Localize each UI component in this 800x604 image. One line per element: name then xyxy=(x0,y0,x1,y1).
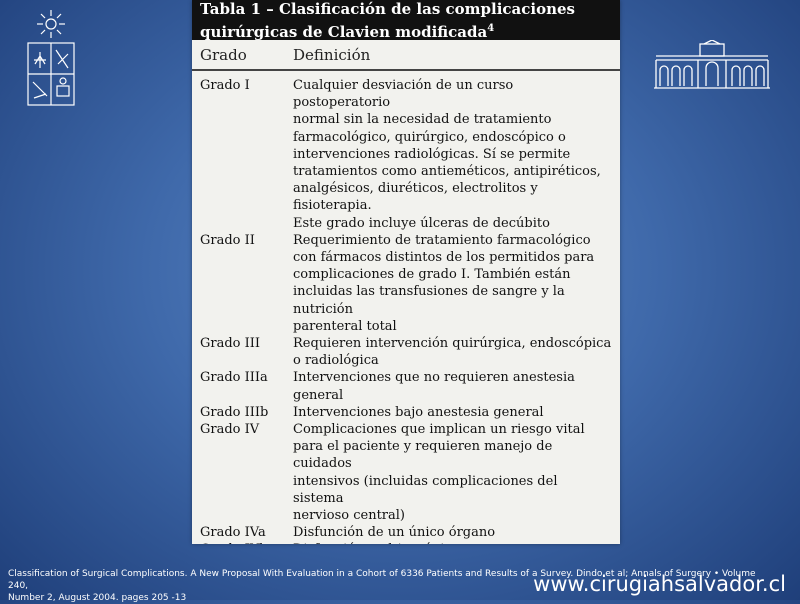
definition-cell: Complicaciones que implican un riesgo vital para el paciente y requieren manejo de cuidados intensivos (incluidas complicaciones del sistema nervioso central) xyxy=(293,422,585,524)
table-title-superscript: 4 xyxy=(487,23,495,34)
column-header-grade: Grado xyxy=(200,46,247,64)
table-row xyxy=(200,369,612,403)
table-row xyxy=(200,524,612,541)
definition-cell: Requerimiento de tratamiento farmacológico con fármacos distintos de los permitidos para complicaciones de grado I. También están incluidas las transfusiones de sangre y la nutrición parenteral total xyxy=(293,232,595,334)
definition-cell: Cualquier desviación de un curso postoperatorio normal sin la necesidad de tratamiento farmacológico, quirúrgico, endoscópico o intervenciones radiológicas. Sí se permite tratamientos como antieméticos, antipiréticos, analgésicos, diuréticos, electrolitos y fisioterapia. Este grado incluye úlceras de decúbito xyxy=(293,78,601,231)
grade-cell: Grado IVa xyxy=(200,525,266,541)
table-row xyxy=(200,541,612,544)
grade-cell: Grado III xyxy=(200,336,261,352)
column-header-definition: Definición xyxy=(293,46,371,64)
grade-cell: Grado I xyxy=(200,78,250,93)
table-row xyxy=(200,421,612,524)
definition-cell: Disfunción de un único órgano xyxy=(293,525,496,541)
table-row xyxy=(200,335,612,369)
grade-cell: Grado II xyxy=(200,232,255,248)
table-row xyxy=(200,404,612,421)
table-row xyxy=(200,77,612,232)
hospital-building-icon xyxy=(652,40,772,92)
citation-line-2: Number 2, August 2004. pages 205 -13 xyxy=(8,593,187,603)
clavien-table xyxy=(192,0,620,544)
grade-cell: Grado IV xyxy=(200,422,260,438)
website-link[interactable]: www.cirugiahsalvador.cl xyxy=(533,572,786,596)
citation-line-1: Classification of Surgical Complications. A New Proposal With Evaluation in a Cohort of 6336 Patients and Results of a Survey. Dindo et al; Annals of Surgery • Volume 240, xyxy=(8,569,756,591)
grade-cell: Grado IIIa xyxy=(200,370,268,386)
table-body xyxy=(192,71,620,544)
definition-cell: Intervenciones que no requieren anestesia general xyxy=(293,370,575,403)
column-headers xyxy=(192,40,620,71)
table-row xyxy=(200,232,612,335)
table-title xyxy=(192,0,620,40)
definition-cell: Requieren intervención quirúrgica, endoscópica o radiológica xyxy=(293,336,612,369)
grade-cell xyxy=(200,541,293,544)
grade-cell: Grado IIIb xyxy=(200,404,269,420)
definition-cell: Intervenciones bajo anestesia general xyxy=(293,404,544,420)
university-crest-icon xyxy=(22,10,80,110)
table-title-text: Tabla 1 – Clasificación de las complicaciones quirúrgicas de Clavien modificada xyxy=(200,0,575,41)
definition-cell xyxy=(293,541,612,544)
